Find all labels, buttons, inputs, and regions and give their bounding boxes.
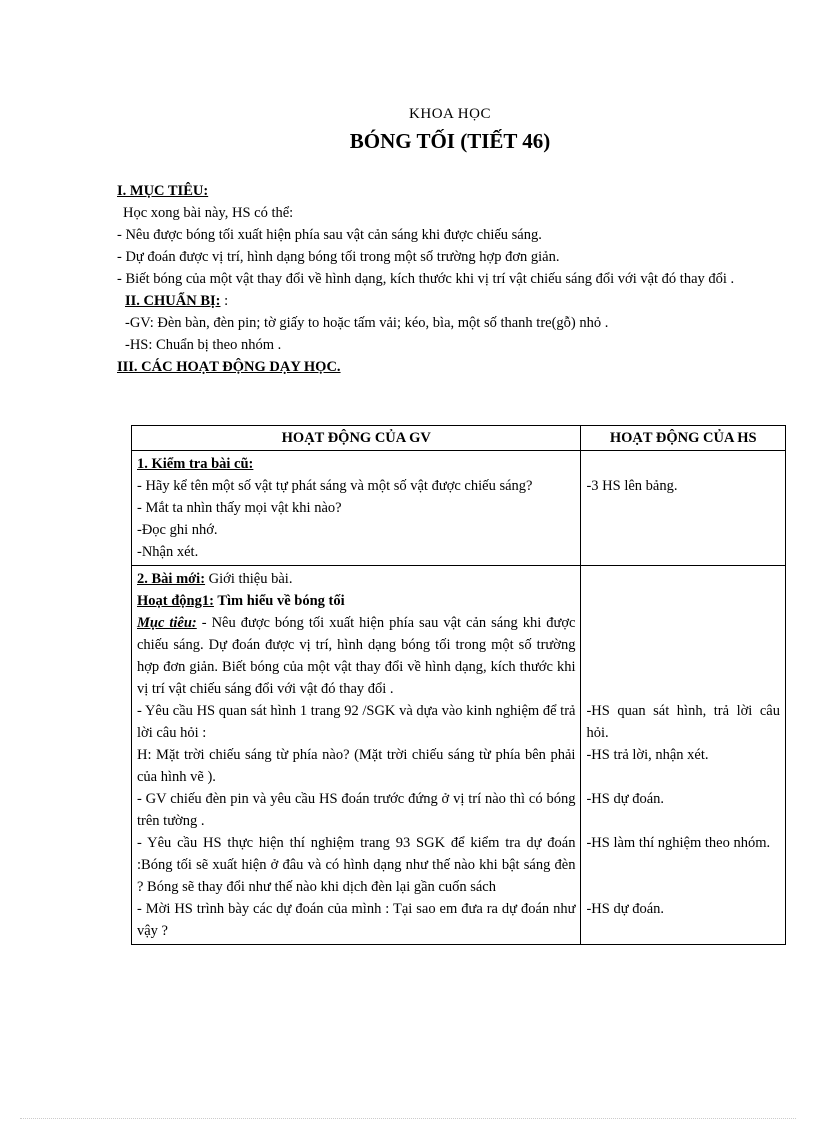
hs-cell-review xyxy=(581,451,786,566)
hs-review-text: -3 HS lên bảng. xyxy=(586,478,678,494)
hs-observe: -HS quan sát hình, trả lời câu hỏi. xyxy=(586,703,780,741)
hs-predict-2: -HS dự đoán. xyxy=(586,901,665,917)
hs-answer: -HS trả lời, nhận xét. xyxy=(586,747,709,763)
section-preparation-suffix: : xyxy=(220,293,229,309)
hs-predict: -HS dự đoán. xyxy=(586,791,665,807)
section-preparation xyxy=(117,290,785,312)
table-row xyxy=(132,451,786,566)
section-objectives-heading: I. MỤC TIÊU: xyxy=(117,183,209,199)
table-header-row xyxy=(132,426,786,451)
preparation-item: -HS: Chuẩn bị theo nhóm . xyxy=(125,337,282,353)
new-lesson-title: 2. Bài mới: xyxy=(137,571,206,587)
objective-item: - Nêu được bóng tối xuất hiện phía sau vật cản sáng khi được chiếu sáng. xyxy=(117,227,542,243)
activity-label: Hoạt động1: xyxy=(137,593,214,609)
step-observe: - Yêu cầu HS quan sát hình 1 trang 92 /SGK và dựa vào kinh nghiệm để trả lời câu hỏi : xyxy=(137,703,576,741)
page-footer-divider xyxy=(20,1118,796,1119)
goal-text: - Nêu được bóng tối xuất hiện phía sau vật cản sáng khi được chiếu sáng. Dự đoán được vị trí, hình dạng bóng tối trong một số trường hợp đơn giản. Biết bóng của một vật thay đổi về hình dạng, kích thước khi vị trí vật chiếu sáng đổi với vật đó thay đổi . xyxy=(137,615,576,697)
table-row xyxy=(132,566,786,945)
goal-label: Mục tiêu: xyxy=(137,615,197,631)
section-activities-heading: III. CÁC HOẠT ĐỘNG DẠY HỌC. xyxy=(117,359,341,375)
review-title: 1. Kiểm tra bài cũ: xyxy=(137,456,254,472)
review-line: - Hãy kể tên một số vật tự phát sáng và một số vật được chiếu sáng? xyxy=(137,478,533,494)
step-experiment: - Yêu cầu HS thực hiện thí nghiệm trang 93 SGK để kiểm tra dự đoán :Bóng tối sẽ xuất hiện ở đâu và có hình dạng như thế nào khi bật sáng đèn ? Bóng sẽ thay đổi như thế nào khi dịch đèn lại gần cuốn sách xyxy=(137,835,576,895)
review-line: -Đọc ghi nhớ. xyxy=(137,522,218,538)
gv-cell-new-lesson xyxy=(132,566,581,945)
hs-experiment: -HS làm thí nghiệm theo nhóm. xyxy=(586,835,771,851)
activity-name: Tìm hiểu về bóng tối xyxy=(213,593,345,609)
review-line: -Nhận xét. xyxy=(137,544,199,560)
lesson-title: BÓNG TỐI (TIẾT 46) xyxy=(349,129,551,153)
step-present: - Mời HS trình bày các dự đoán của mình : Tại sao em đưa ra dự đoán như vậy ? xyxy=(137,901,576,939)
preparation-item: -GV: Đèn bàn, đèn pin; tờ giấy to hoặc tấm vải; kéo, bìa, một số thanh tre(gỗ) nhỏ . xyxy=(125,315,609,331)
header-gv: HOẠT ĐỘNG CỦA GV xyxy=(132,426,581,451)
lesson-content xyxy=(117,180,785,378)
review-line: - Mắt ta nhìn thấy mọi vật khi nào? xyxy=(137,500,342,516)
gv-cell-review xyxy=(132,451,581,566)
step-question: H: Mặt trời chiếu sáng từ phía nào? (Mặt trời chiếu sáng từ phía bên phải của hình vẽ ). xyxy=(137,747,576,785)
objective-item: - Dự đoán được vị trí, hình dạng bóng tối trong một số trường hợp đơn giản. xyxy=(117,249,560,265)
hs-cell-new-lesson xyxy=(581,566,786,945)
activities-table xyxy=(131,425,786,945)
subject-label: KHOA HỌC xyxy=(409,106,491,122)
header-hs: HOẠT ĐỘNG CỦA HS xyxy=(581,426,786,451)
objective-item: - Biết bóng của một vật thay đổi về hình dạng, kích thước khi vị trí vật chiếu sáng đổi với vật đó thay đổi . xyxy=(117,271,735,287)
objectives-intro: Học xong bài này, HS có thể: xyxy=(123,205,294,221)
new-lesson-title-rest: Giới thiệu bài. xyxy=(205,571,293,587)
step-flashlight: - GV chiếu đèn pin và yêu cầu HS đoán trước đứng ở vị trí nào thì có bóng trên tường . xyxy=(137,791,576,829)
section-preparation-heading: II. CHUẨN BỊ: xyxy=(125,293,221,309)
